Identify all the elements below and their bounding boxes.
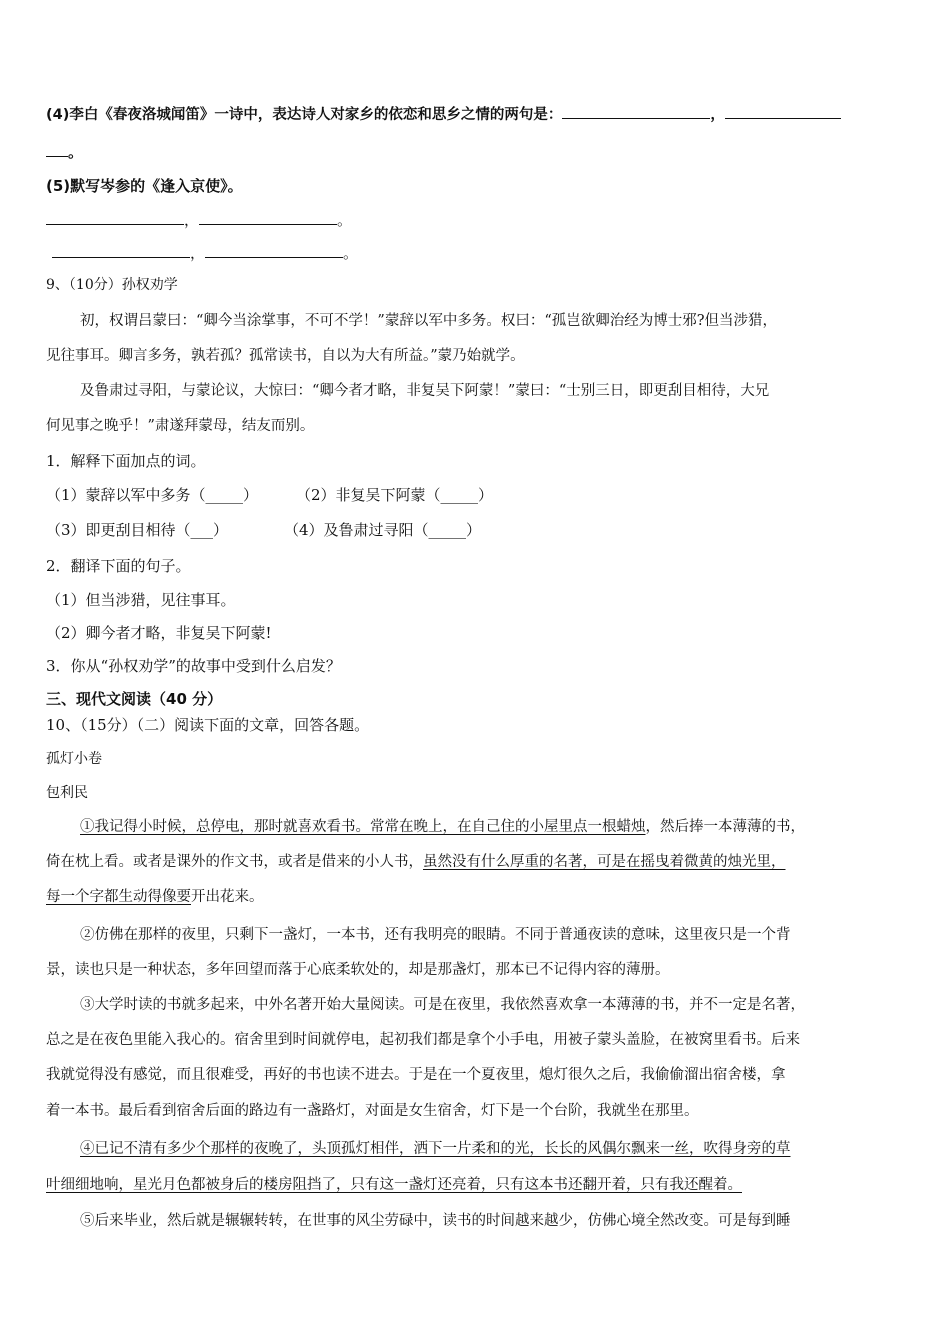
q5-comma-2: ， [190,244,206,262]
q5-comma-1: ， [184,211,200,229]
article-p1-l3 [46,887,264,907]
q9-sub2-item-2: （2）卿今者才略，非复吴下阿蒙! [46,624,272,642]
q9-passage-p2-l1: 及鲁肃过寻阳，与蒙论议，大惊曰：“卿今者才略，非复吴下阿蒙！”蒙曰：“士别三日，即更刮目相待，大兄 [80,383,770,399]
article-p1-text-2: 倚在枕上看。或者是课外的作文书，或者是借来的小人书， [46,854,423,870]
q5-title: (5)默写岑参的《逢入京使》。 [46,177,243,195]
q4-answer-blank-2[interactable] [725,104,841,119]
q5-line-1 [46,210,352,230]
q9-passage-p1-l1: 初，权谓吕蒙曰：“卿今当涂掌事，不可不学！”蒙辞以军中多务。权曰：“孤岂欲卿治经为博士邪?但当涉猎， [80,313,778,329]
article-p3-l4: 着一本书。最后看到宿舍后面的路边有一盏路灯，对面是女生宿舍，灯下是一个台阶，我就坐在那里。 [46,1103,699,1119]
q9-sub3-title: 3．你从“孙权劝学”的故事中受到什么启发？ [46,657,341,675]
q4-period: 。 [68,143,84,161]
article-p3-l1: ③大学时读的书就多起来，中外名著开始大量阅读。可是在夜里，我依然喜欢拿一本薄薄的书，并不一定是名著， [80,997,805,1013]
article-p1-text-1: ，然后捧一本薄薄的书， [645,819,805,835]
article-p1-l2 [46,852,786,872]
q5-period-2: 。 [343,244,359,262]
q5-answer-blank-1[interactable] [46,210,184,225]
section-3-title: 三、现代文阅读（40 分） [46,690,223,708]
article-p5-l1: ⑤后来毕业，然后就是辗辗转转，在世事的风尘劳碌中，读书的时间越来越少，仿佛心境全然改变。可是每到睡 [80,1213,791,1229]
q10-header: 10、（15分）（二）阅读下面的文章，回答各题。 [46,716,370,734]
article-p1-l1 [80,817,805,837]
q4-comma: ， [710,107,725,123]
q9-sub2-item-1: （1）但当涉猎，见往事耳。 [46,591,236,609]
article-p3-l2: 总之是在夜色里能入我心的。宿舍里到时间就停电，起初我们都是拿个小手电，用被子蒙头盖脸，在被窝里看书。后来 [46,1032,800,1048]
q9-sub2-title: 2．翻译下面的句子。 [46,557,191,575]
article-p2-l2: 景，读也只是一种状态，多年回望而落于心底柔软处的，却是那盏灯，那本已不记得内容的薄册。 [46,962,670,978]
q4-line [46,104,841,125]
article-p1-underlined-3: 每一个字都生动得像要 [46,889,191,905]
q9-header: 9、（10分）孙权劝学 [46,277,178,293]
q5-answer-blank-4[interactable] [205,243,343,258]
q9-sub1-item-1: （1）蒙辞以军中多务（_____） [46,486,259,504]
q5-line-2 [52,243,358,263]
q5-period-1: 。 [337,211,353,229]
q9-passage-p1-l2: 见往事耳。卿言多务，孰若孤？孤常读书，自以为大有所益。”蒙乃始就学。 [46,348,525,364]
article-p4-l1: ④已记不清有多少个那样的夜晚了，头顶孤灯相伴，洒下一片柔和的光，长长的风偶尔飘来一丝，吹得身旁的草 [80,1141,791,1157]
article-p1-underlined-1: ①我记得小时候，总停电，那时就喜欢看书。常常在晚上，在自己住的小屋里点一根蜡烛 [80,819,646,835]
q9-sub1-title: 1．解释下面加点的词。 [46,452,206,470]
article-p4-l2: 叶细细地响，星光月色都被身后的楼房阻挡了，只有这一盏灯还亮着，只有这本书还翻开着，只有我还醒着。 [46,1177,742,1193]
q4-line-2 [46,142,83,162]
q9-passage-p2-l2: 何见事之晚乎！”肃遂拜蒙母，结友而别。 [46,418,315,434]
article-title: 孤灯小卷 [46,751,102,767]
q5-answer-blank-2[interactable] [199,210,337,225]
q9-sub1-item-4: （4）及鲁肃过寻阳（_____） [284,521,482,539]
article-p1-underlined-2: 虽然没有什么厚重的名著，可是在摇曳着微黄的烛光里， [423,854,786,870]
q4-answer-blank-3[interactable] [46,142,68,157]
article-p2-l1: ②仿佛在那样的夜里，只剩下一盏灯，一本书，还有我明亮的眼睛。不同于普通夜读的意味，这里夜只是一个背 [80,927,791,943]
article-p1-text-3: 开出花来。 [191,889,264,905]
q4-answer-blank-1[interactable] [562,104,710,119]
q5-answer-blank-3[interactable] [52,243,190,258]
q9-sub1-item-3: （3）即更刮目相待（___） [46,521,229,539]
q9-sub1-item-2: （2）非复吴下阿蒙（_____） [296,486,494,504]
article-author: 包利民 [46,785,88,801]
q4-prompt: (4)李白《春夜洛城闻笛》一诗中，表达诗人对家乡的依恋和思乡之情的两句是： [46,107,563,123]
article-p3-l3: 我就觉得没有感觉，而且很难受，再好的书也读不进去。于是在一个夏夜里，熄灯很久之后，我偷偷溜出宿舍楼，拿 [46,1067,786,1083]
